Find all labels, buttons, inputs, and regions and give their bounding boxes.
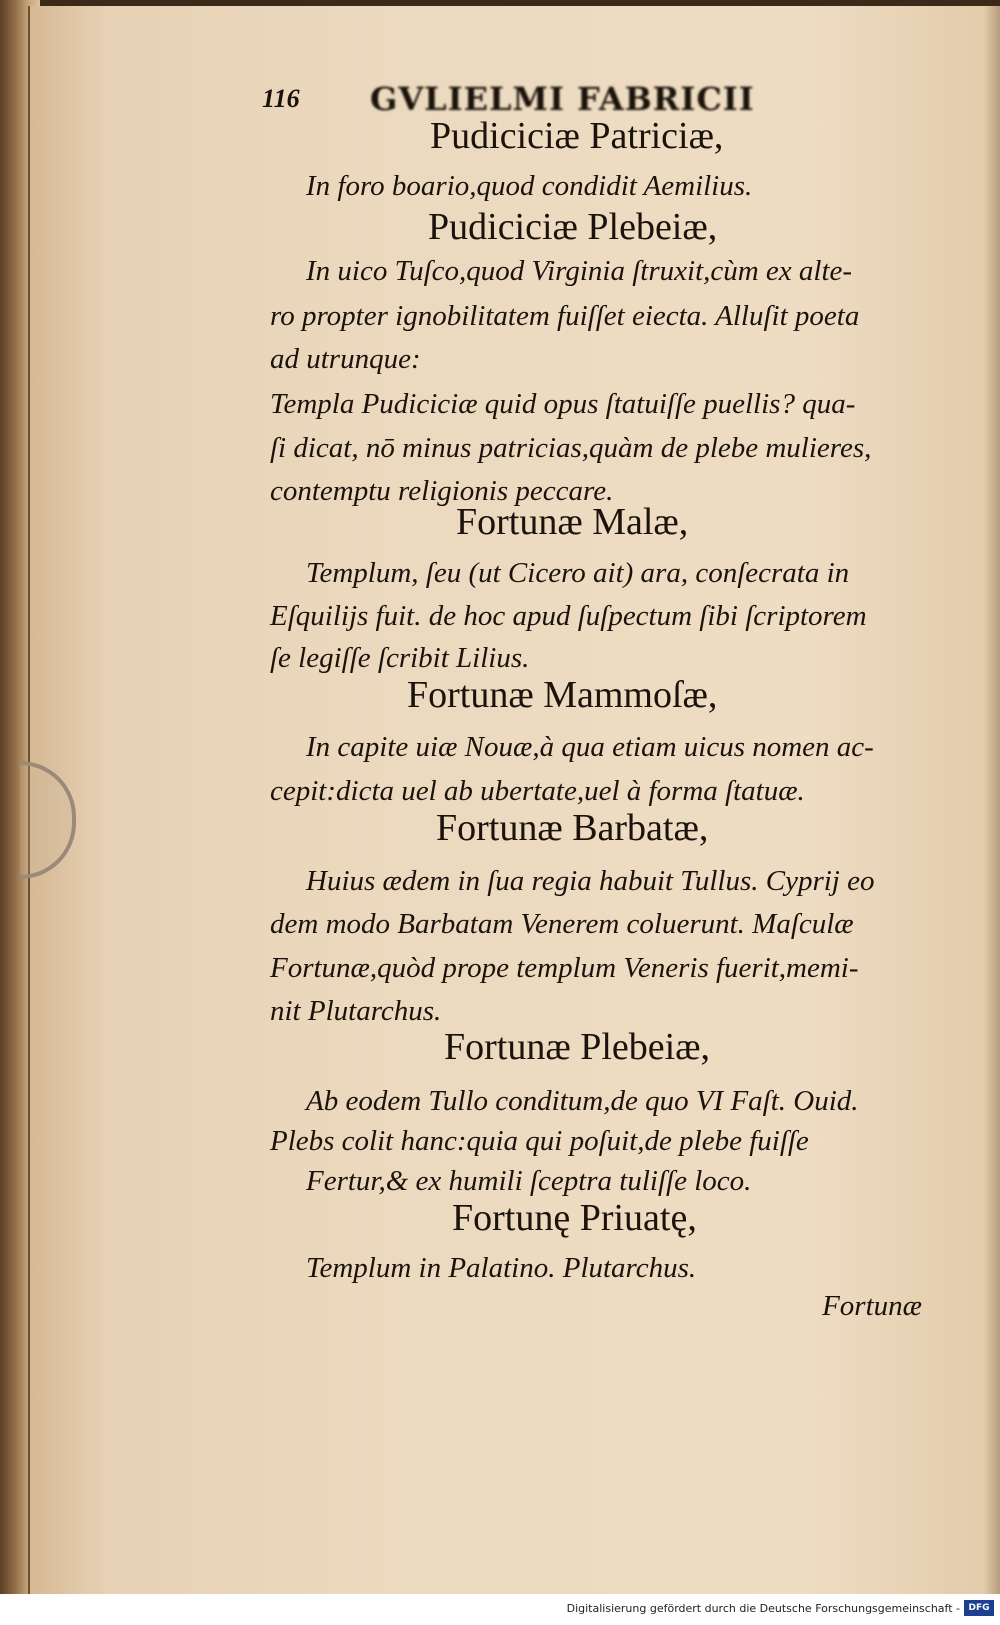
section-heading: Fortunæ Mammoſæ, (407, 674, 718, 716)
text-line: Plebs colit hanc:quia qui poſuit,de plebe fuiſſe (270, 1125, 809, 1157)
text-line: Templa Pudiciciæ quid opus ſtatuiſſe puellis? qua- (270, 388, 856, 420)
text-line: In foro boario,quod condidit Aemilius. (306, 170, 753, 202)
text-line: cepit:dicta uel ab ubertate,uel à forma ſtatuæ. (270, 775, 805, 807)
text-line: In uico Tuſco,quod Virginia ſtruxit,cùm ex alte- (306, 255, 853, 287)
text-line: ad utrunque: (270, 343, 421, 375)
digitization-footer (0, 1594, 1000, 1625)
dfg-logo-icon: DFG (964, 1600, 994, 1616)
text-line: Eſquilijs fuit. de hoc apud ſuſpectum ſibi ſcriptorem (270, 600, 867, 632)
text-line: ro propter ignobilitatem fuiſſet eiecta. Alluſit poeta (270, 300, 860, 332)
text-line: Fortunæ,quòd prope templum Veneris fuerit,memi- (270, 952, 859, 984)
section-heading: Fortunę Priuatę, (452, 1197, 697, 1239)
section-heading: Pudiciciæ Plebeiæ, (428, 206, 718, 248)
section-heading: Fortunæ Barbatæ, (436, 807, 709, 849)
text-line: contemptu religionis peccare. (270, 475, 614, 507)
text-line: dem modo Barbatam Venerem coluerunt. Maſculæ (270, 908, 854, 940)
text-line: In capite uiæ Nouæ,à qua etiam uicus nomen ac- (306, 731, 874, 763)
catchword: Fortunæ (822, 1290, 922, 1322)
text-line: Templum, ſeu (ut Cicero ait) ara, conſecrata in (306, 557, 850, 589)
page-shadow (984, 6, 1000, 1594)
section-heading: Fortunæ Plebeiæ, (444, 1026, 711, 1068)
text-line: ſi dicat, nō minus patricias,quàm de plebe mulieres, (270, 432, 872, 464)
text-line: Ab eodem Tullo conditum,de quo VI Faſt. Ouid. (306, 1085, 859, 1117)
footer-credit: Digitalisierung gefördert durch die Deutsche Forschungsgemeinschaft - (566, 1602, 960, 1615)
section-heading: Pudiciciæ Patriciæ, (430, 115, 724, 157)
text-line: ſe legiſſe ſcribit Lilius. (270, 642, 530, 674)
text-line: Fertur,& ex humili ſceptra tuliſſe loco. (306, 1165, 752, 1197)
running-title: GVLIELMI FABRICII (370, 80, 755, 118)
page-number: 116 (262, 84, 300, 113)
text-line: nit Plutarchus. (270, 995, 442, 1027)
text-line: Huius ædem in ſua regia habuit Tullus. Cyprij eo (306, 865, 875, 897)
section-heading: Fortunæ Malæ, (456, 501, 689, 543)
book-clasp (20, 761, 76, 879)
text-line: Templum in Palatino. Plutarchus. (306, 1252, 697, 1284)
